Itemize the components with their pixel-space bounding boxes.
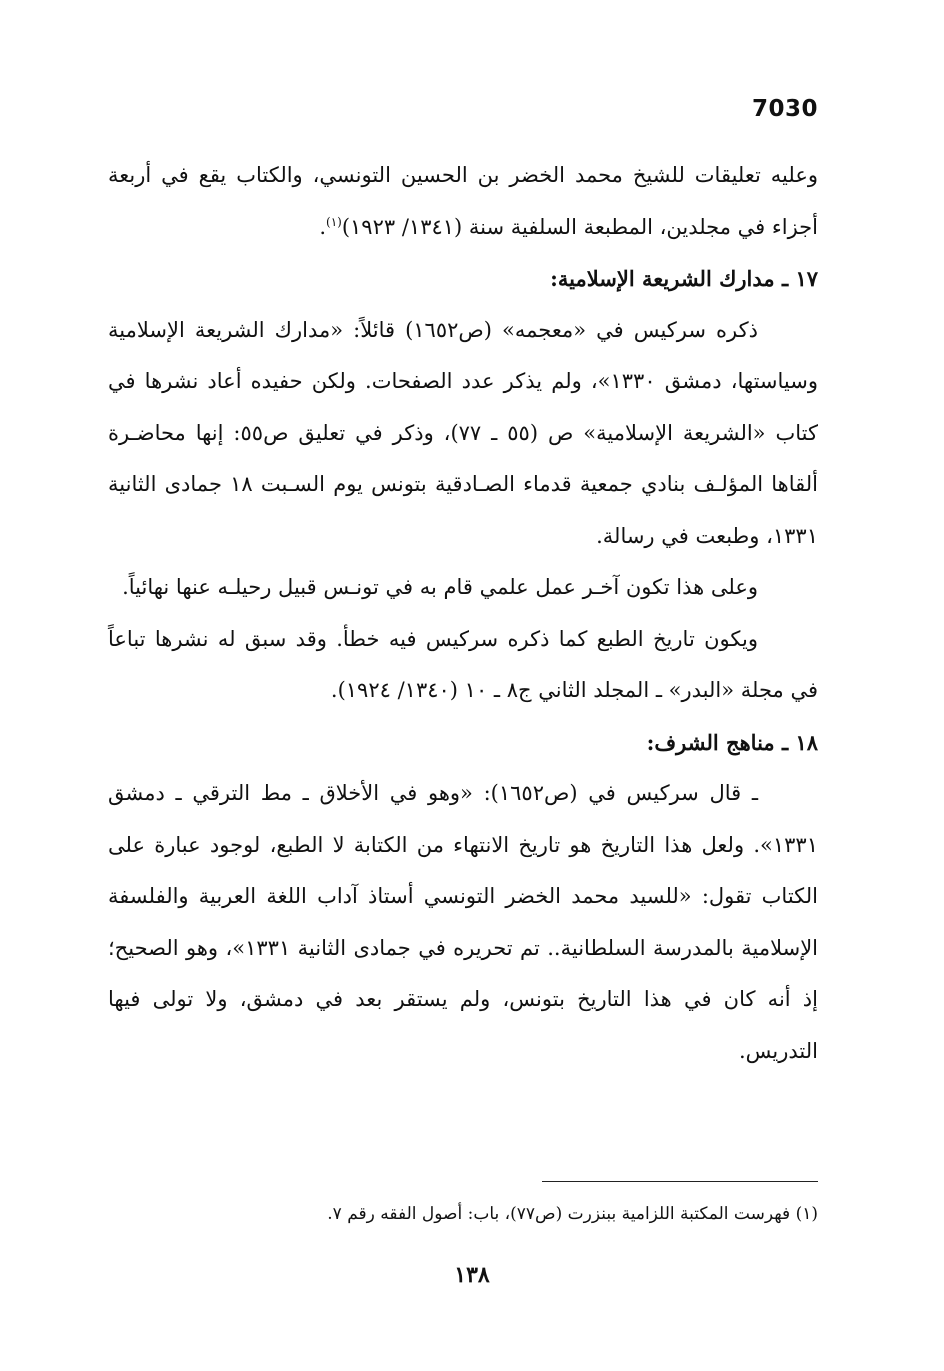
paragraph-continued <box>108 150 818 253</box>
page-id: 7030 <box>751 96 818 122</box>
paragraph: ـ قال سركيس في (ص١٦٥٢): «وهو في الأخلاق ـ مط الترقي ـ دمشق ١٣٣١». ولعل هذا التاريخ هو تاريخ الانتهاء من الكتابة لا الطبع، لوجود عبارة على الكتاب تقول: «للسيد محمد الخضر التونسي أستاذ آداب اللغة العربية والفلسفة الإسلامية بالمدرسة السلطانية.. تم تحريره في جمادى الثانية ١٣٣١»، وهو الصحيح؛ إذ أنه كان في هذا التاريخ بتونس، ولم يستقر بعد في دمشق، ولا تولى فيها التدريس. <box>108 781 819 1063</box>
section-heading-18: ١٨ ـ مناهج الشرف: <box>646 729 818 755</box>
paragraph: ذكره سركيس في «معجمه» (ص١٦٥٢) قائلاً: «مدارك الشريعة الإسلامية وسياستها، دمشق ١٣٣٠»، ولم يذكر عدد الصفحات. ولكن حفيده أعاد نشرها في كتاب «الشريعة الإسلامية» ص (٥٥ ـ ٧٧)، وذكر في تعليق ص٥٥: إنها محاضـرة ألقاها المؤلـف بنادي جمعية قدماء الصـادقية بتونس يوم السـبت ١٨ جمادى الثانية ١٣٣١، وطبعت في رسالة. <box>108 317 818 548</box>
paragraph-text: وعليه تعليقات للشيخ محمد الخضر بن الحسين التونسي، والكتاب يقع في أربعة أجزاء في مجلدين، المطبعة السلفية سنة (١٣٤١/ ١٩٢٣) <box>108 163 818 239</box>
footnote-reference[interactable]: (١) <box>326 214 342 229</box>
main-text <box>108 150 818 1077</box>
page-number: ١٣٨ <box>454 1262 490 1288</box>
footnote: (١) فهرست المكتبة اللزامية ببنزرت (ص٧٧)، باب: أصول الفقه رقم ٧. <box>327 1204 818 1224</box>
paragraph: ويكون تاريخ الطبع كما ذكره سركيس فيه خطأ. وقد سبق له نشرها تباعاً في مجلة «البدر» ـ المجلد الثاني ج٨ ـ ١٠ (١٣٤٠/ ١٩٢٤). <box>108 626 818 702</box>
paragraph-end: . <box>319 214 326 239</box>
section-heading-17: ١٧ ـ مدارك الشريعة الإسلامية: <box>550 266 818 291</box>
footnote-divider <box>542 1181 818 1182</box>
paragraph: وعلى هذا تكون آخـر عمل علمي قام به في تونـس قبيل رحيلـه عنها نهائياً. <box>122 575 758 599</box>
